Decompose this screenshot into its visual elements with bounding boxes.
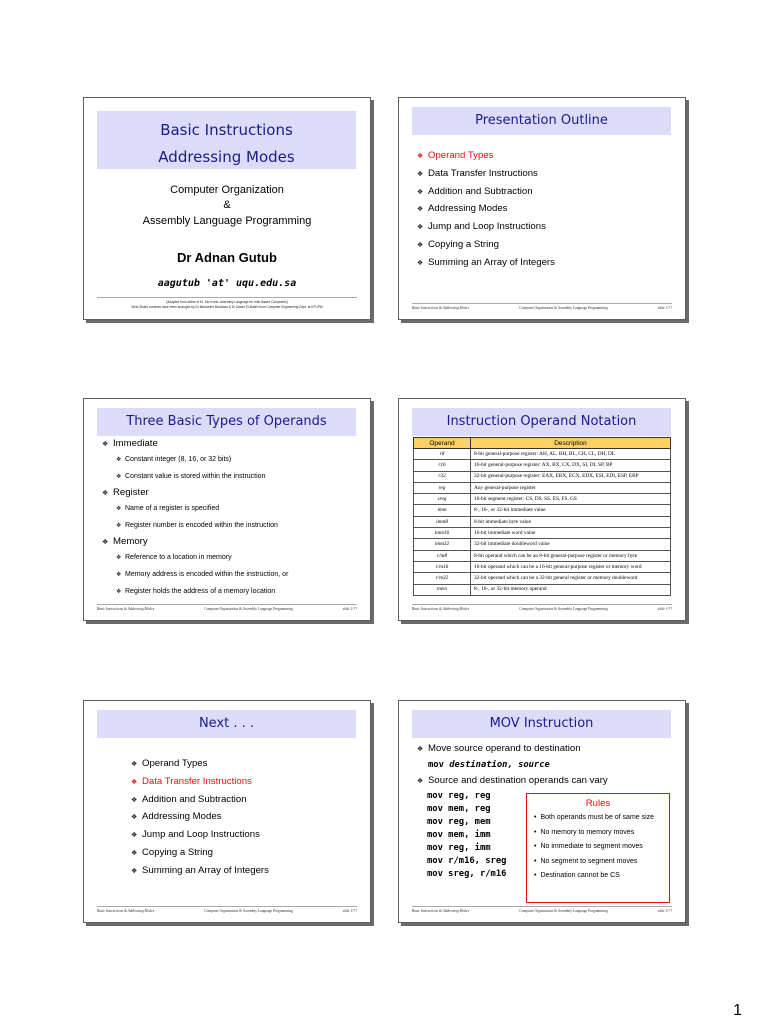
outline-item-text: Addressing Modes [428, 203, 508, 215]
code-line: mov reg, imm [427, 843, 491, 853]
outline-list [417, 148, 555, 273]
slide-mov-instruction [398, 700, 686, 923]
table-row [414, 584, 671, 595]
code-line: mov reg, mem [427, 817, 491, 827]
syntax-args: destination, source [449, 759, 550, 770]
footer-center: Computer Organization & Assembly Language Programming [204, 607, 293, 611]
operand-cell: reg [414, 482, 471, 493]
description-cell: 8-bit immediate byte value [471, 516, 671, 527]
bullet-text: Memory address is encoded within the instruction, or [125, 570, 289, 578]
rules-list [527, 811, 669, 884]
outline-item [417, 237, 555, 255]
diamond-bullet-icon: ❖ [102, 441, 109, 448]
outline-item-text: Data Transfer Instructions [142, 775, 252, 787]
description-cell: 8-, 16-, or 32-bit immediate value [471, 505, 671, 516]
bullet-text: Source and destination operands can vary [428, 775, 608, 787]
credit-note-line-1: [Adapted from slides of Dr. Kip Irvine: Assembly Language for Intel-Based Computers] [166, 300, 288, 304]
sub-bullet-item [102, 501, 288, 518]
table-row [414, 516, 671, 527]
outline-item [131, 809, 269, 827]
description-cell: 16-bit segment register: CS, DS, SS, ES, FS, GS [471, 494, 671, 505]
diamond-bullet-icon: ❖ [131, 814, 138, 822]
sub-bullet-item [102, 550, 288, 567]
slide-footer [97, 604, 357, 611]
slide-footer [97, 906, 357, 913]
diamond-bullet-icon: ❖ [116, 473, 122, 480]
diamond-bullet-icon: ❖ [102, 490, 109, 498]
outline-item-text: Addressing Modes [142, 811, 222, 823]
slide-operand-types [83, 398, 371, 621]
table-row [414, 449, 671, 460]
subtitle-line-3: Assembly Language Programming [142, 215, 312, 227]
diamond-bullet-icon: ❖ [417, 170, 424, 178]
description-cell: 16-bit immediate word value [471, 528, 671, 539]
slide-heading: Next . . . [97, 710, 356, 738]
table-row [414, 528, 671, 539]
diamond-bullet-icon: ❖ [116, 555, 122, 562]
diamond-bullet-icon: ❖ [131, 761, 138, 768]
mov-syntax-line [417, 758, 608, 774]
sub-bullet-item [102, 469, 288, 486]
outline-list [131, 756, 269, 881]
operand-cell: imm8 [414, 516, 471, 527]
outline-item [417, 148, 555, 166]
slide-presentation-outline [398, 97, 686, 320]
operand-cell: sreg [414, 494, 471, 505]
outline-item [131, 863, 269, 881]
code-line: mov mem, reg [427, 804, 491, 814]
slide-heading: Instruction Operand Notation [412, 408, 671, 436]
operand-cell: r32 [414, 471, 471, 482]
author-email: aagutub 'at' uqu.edu.sa [157, 278, 297, 289]
footer-left: Basic Instructions & Addressing Modes [97, 909, 155, 913]
outline-item-text: Data Transfer Instructions [428, 167, 538, 179]
code-line: mov sreg, r/m16 [427, 869, 507, 879]
diamond-bullet-icon: ❖ [417, 224, 424, 232]
rule-item: • No memory to memory moves [534, 826, 669, 841]
description-cell: 8-bit operand which can be an 8-bit general-purpose register or memory byte [471, 550, 671, 561]
description-cell: 16-bit operand which can be a 16-bit general-purpose register or memory word [471, 561, 671, 572]
bullet-item [417, 741, 608, 758]
slide-footer [412, 604, 672, 611]
table-row [414, 482, 671, 493]
outline-item-text: Summing an Array of Integers [142, 864, 269, 876]
code-line: mov r/m16, sreg [427, 856, 507, 866]
footer-right: slide 1/?? [657, 306, 672, 310]
table-row [414, 573, 671, 584]
operand-cell: r/m8 [414, 550, 471, 561]
outline-item [131, 774, 269, 792]
bullet-text: Move source operand to destination [428, 743, 581, 754]
diamond-bullet-icon: ❖ [116, 522, 122, 529]
diamond-bullet-icon: ❖ [102, 539, 109, 547]
bullet-text: Constant value is stored within the instruction [125, 472, 266, 480]
description-cell: Any general-purpose register [471, 482, 671, 493]
column-header-operand: Operand [414, 438, 471, 449]
slide-heading: Three Basic Types of Operands [97, 408, 356, 436]
page-number: 1 [733, 1002, 742, 1019]
rule-item: • No segment to segment moves [534, 855, 669, 870]
footer-center: Computer Organization & Assembly Language Programming [519, 306, 608, 310]
diamond-bullet-icon: ❖ [131, 849, 138, 857]
table-row [414, 471, 671, 482]
slide-operand-notation [398, 398, 686, 621]
operand-cell: imm [414, 505, 471, 516]
diamond-bullet-icon: ❖ [417, 241, 424, 249]
slide-heading: MOV Instruction [412, 710, 671, 738]
diamond-bullet-icon: ❖ [417, 188, 424, 196]
title-line-2: Addressing Modes [158, 148, 295, 166]
rule-item: • Destination cannot be CS [534, 869, 669, 884]
outline-item [131, 845, 269, 863]
footer-right: slide 1/?? [657, 909, 672, 913]
description-cell: 8-bit general-purpose register: AH, AL, BH, BL, CH, CL, DH, DL [471, 449, 671, 460]
outline-item-text: Jump and Loop Instructions [142, 829, 260, 841]
column-header-description: Description [471, 438, 671, 449]
bullet-text: Memory [113, 536, 148, 548]
footer-right: slide 1/?? [657, 607, 672, 611]
outline-item [417, 201, 555, 219]
bullet-text: Register number is encoded within the instruction [125, 521, 278, 529]
footer-left: Basic Instructions & Addressing Modes [97, 607, 155, 611]
slide-heading: Presentation Outline [412, 107, 671, 135]
description-cell: 32-bit immediate doubleword value [471, 539, 671, 550]
bullet-text: Register holds the address of a memory location [125, 587, 276, 595]
diamond-bullet-icon: ❖ [116, 457, 122, 463]
outline-item-text: Jump and Loop Instructions [428, 221, 546, 233]
footer-left: Basic Instructions & Addressing Modes [412, 607, 470, 611]
subtitle-line-1: Computer Organization [170, 184, 284, 196]
rules-box [526, 793, 670, 903]
table-row [414, 494, 671, 505]
syntax-keyword: mov [428, 759, 450, 770]
diamond-bullet-icon: ❖ [131, 778, 138, 786]
table-row [414, 539, 671, 550]
diamond-bullet-icon: ❖ [131, 867, 138, 875]
outline-item [417, 166, 555, 184]
operand-cell: r/m32 [414, 573, 471, 584]
sub-bullet-item [102, 518, 288, 535]
footer-center: Computer Organization & Assembly Language Programming [204, 909, 293, 913]
footer-center: Computer Organization & Assembly Language Programming [519, 909, 608, 913]
outline-item [131, 827, 269, 845]
bullet-text: Name of a register is specified [125, 505, 220, 513]
diamond-bullet-icon: ❖ [116, 588, 122, 595]
sub-bullet-item [102, 452, 288, 469]
rule-item: • No immediate to segment moves [534, 840, 669, 855]
outline-item [131, 792, 269, 810]
outline-item [131, 756, 269, 774]
outline-item-text: Operand Types [428, 150, 494, 161]
slide-footer [412, 303, 672, 310]
table-header-row [414, 438, 671, 449]
outline-item-text: Operand Types [142, 758, 208, 769]
operand-cell: r16 [414, 460, 471, 471]
description-cell: 32-bit general-purpose register: EAX, EBX, ECX, EDX, ESI, EDI, ESP, EBP [471, 471, 671, 482]
slide-footer [412, 906, 672, 913]
footer-left: Basic Instructions & Addressing Modes [412, 909, 470, 913]
operand-cell: imm32 [414, 539, 471, 550]
bullet-item [102, 485, 288, 501]
credit-note-line-2: Most Slides contents have been arranged by Dr Muhamed Mudawar & Dr Aiman El-Maleh from Computer Engineering Dept. at KFUPM [131, 305, 323, 309]
outline-item [417, 184, 555, 202]
bullet-text: Register [113, 487, 149, 499]
diamond-bullet-icon: ❖ [417, 153, 424, 160]
outline-item-text: Addition and Subtraction [428, 185, 533, 197]
bullet-item [102, 436, 288, 452]
credit-note [97, 297, 357, 310]
slide-title [83, 97, 371, 320]
footer-right: slide 1/?? [342, 607, 357, 611]
outline-item-text: Copying a String [142, 846, 213, 858]
bullet-item [102, 534, 288, 550]
table-row [414, 561, 671, 572]
description-cell: 32-bit operand which can be a 32-bit general register or memory doubleword [471, 573, 671, 584]
diamond-bullet-icon: ❖ [131, 796, 138, 804]
author-name: Dr Adnan Gutub [177, 250, 277, 265]
table-row [414, 505, 671, 516]
operand-notation-table [413, 437, 671, 596]
bullet-item [417, 773, 608, 790]
sub-bullet-item [102, 567, 288, 584]
outline-item [417, 255, 555, 273]
diamond-bullet-icon: ❖ [417, 778, 424, 786]
slide-next [83, 700, 371, 923]
table-row [414, 550, 671, 561]
diamond-bullet-icon: ❖ [116, 506, 122, 513]
description-cell: 8-, 16-, or 32-bit memory operand [471, 584, 671, 595]
outline-item-text: Copying a String [428, 238, 499, 250]
footer-right: slide 1/?? [342, 909, 357, 913]
code-line: mov reg, reg [427, 791, 491, 801]
bullet-text: Immediate [113, 438, 158, 449]
operand-cell: imm16 [414, 528, 471, 539]
diamond-bullet-icon: ❖ [417, 746, 424, 753]
bullet-text: Constant integer (8, 16, or 32 bits) [125, 456, 232, 463]
operand-cell: r/m16 [414, 561, 471, 572]
rules-title: Rules [585, 798, 611, 809]
table-row [414, 460, 671, 471]
diamond-bullet-icon: ❖ [116, 571, 122, 578]
description-cell: 16-bit general-purpose register: AX, BX, CX, DX, SI, DI, SP, BP [471, 460, 671, 471]
diamond-bullet-icon: ❖ [417, 259, 424, 267]
rule-item: • Both operands must be of same size [534, 811, 669, 826]
footer-left: Basic Instructions & Addressing Modes [412, 306, 470, 310]
outline-item [417, 219, 555, 237]
subtitle-line-2: & [223, 199, 231, 211]
footer-center: Computer Organization & Assembly Language Programming [519, 607, 608, 611]
operand-types-list [102, 436, 288, 600]
diamond-bullet-icon: ❖ [417, 206, 424, 214]
outline-item-text: Addition and Subtraction [142, 793, 247, 805]
title-line-1: Basic Instructions [160, 121, 293, 139]
operand-cell: mem [414, 584, 471, 595]
code-line: mov mem, imm [427, 830, 491, 840]
mov-bullet-list [417, 741, 608, 790]
diamond-bullet-icon: ❖ [131, 832, 138, 840]
title-box [97, 111, 356, 169]
outline-item-text: Summing an Array of Integers [428, 256, 555, 268]
bullet-text: Reference to a location in memory [125, 554, 232, 562]
sub-bullet-item [102, 584, 288, 601]
operand-cell: r8 [414, 449, 471, 460]
